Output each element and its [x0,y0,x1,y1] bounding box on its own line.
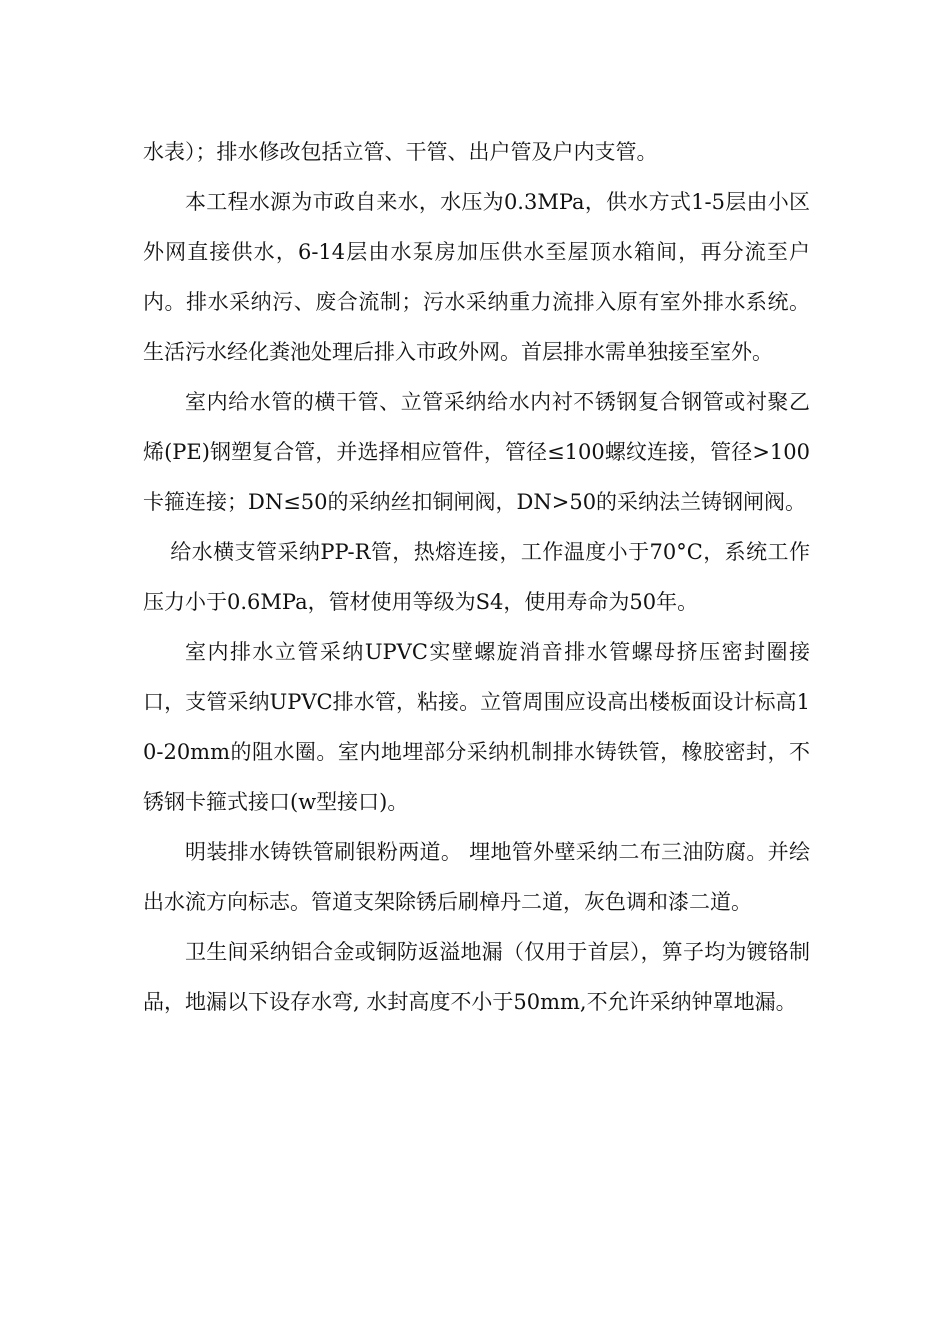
paragraph-water-meter-drainage: 水表）；排水修改包括立管、干管、出户管及户内支管。 [143,140,658,164]
body-text [143,127,810,1027]
paragraph-indoor-drainage: 室内排水立管采纳UPVC实壁螺旋消音排水管螺母挤压密封圈接口，支管采纳UPVC排水管，粘接。立管周围应设高出楼板面设计标高10-20mm的阻水圈。室内地埋部分采纳机制排水铸铁管，橡胶密封，不锈钢卡箍式接口(w型接口)。 [143,640,810,814]
paragraph-floor-drain: 卫生间采纳铝合金或铜防返溢地漏（仅用于首层），箅子均为镀铬制品，地漏以下设存水弯, 水封高度不小于50mm,不允许采纳钟罩地漏。 [143,940,810,1014]
paragraph-ppr-branch-pipes: 给水横支管采纳PP-R管，热熔连接，工作温度小于70°C，系统工作压力小于0.6MPa，管材使用等级为S4，使用寿命为50年。 [143,540,810,614]
paragraph-water-source: 本工程水源为市政自来水，水压为0.3MPa，供水方式1-5层由小区外网直接供水，6-14层由水泵房加压供水至屋顶水箱间，再分流至户内。排水采纳污、废合流制；污水采纳重力流排入原有室外排水系统。生活污水经化粪池处理后排入市政外网。首层排水需单独接至室外。 [143,190,810,364]
paragraph-supply-pipes: 室内给水管的横干管、立管采纳给水内衬不锈钢复合钢管或衬聚乙烯(PE)钢塑复合管，并选择相应管件，管径≤100螺纹连接，管径>100卡箍连接；DN≤50的采纳丝扣铜闸阀，DN>50的采纳法兰铸钢闸阀。 [143,390,810,514]
paragraph-pipe-painting: 明装排水铸铁管刷银粉两道。 埋地管外壁采纳二布三油防腐。并绘出水流方向标志。管道支架除锈后刷樟丹二道，灰色调和漆二道。 [143,840,810,914]
